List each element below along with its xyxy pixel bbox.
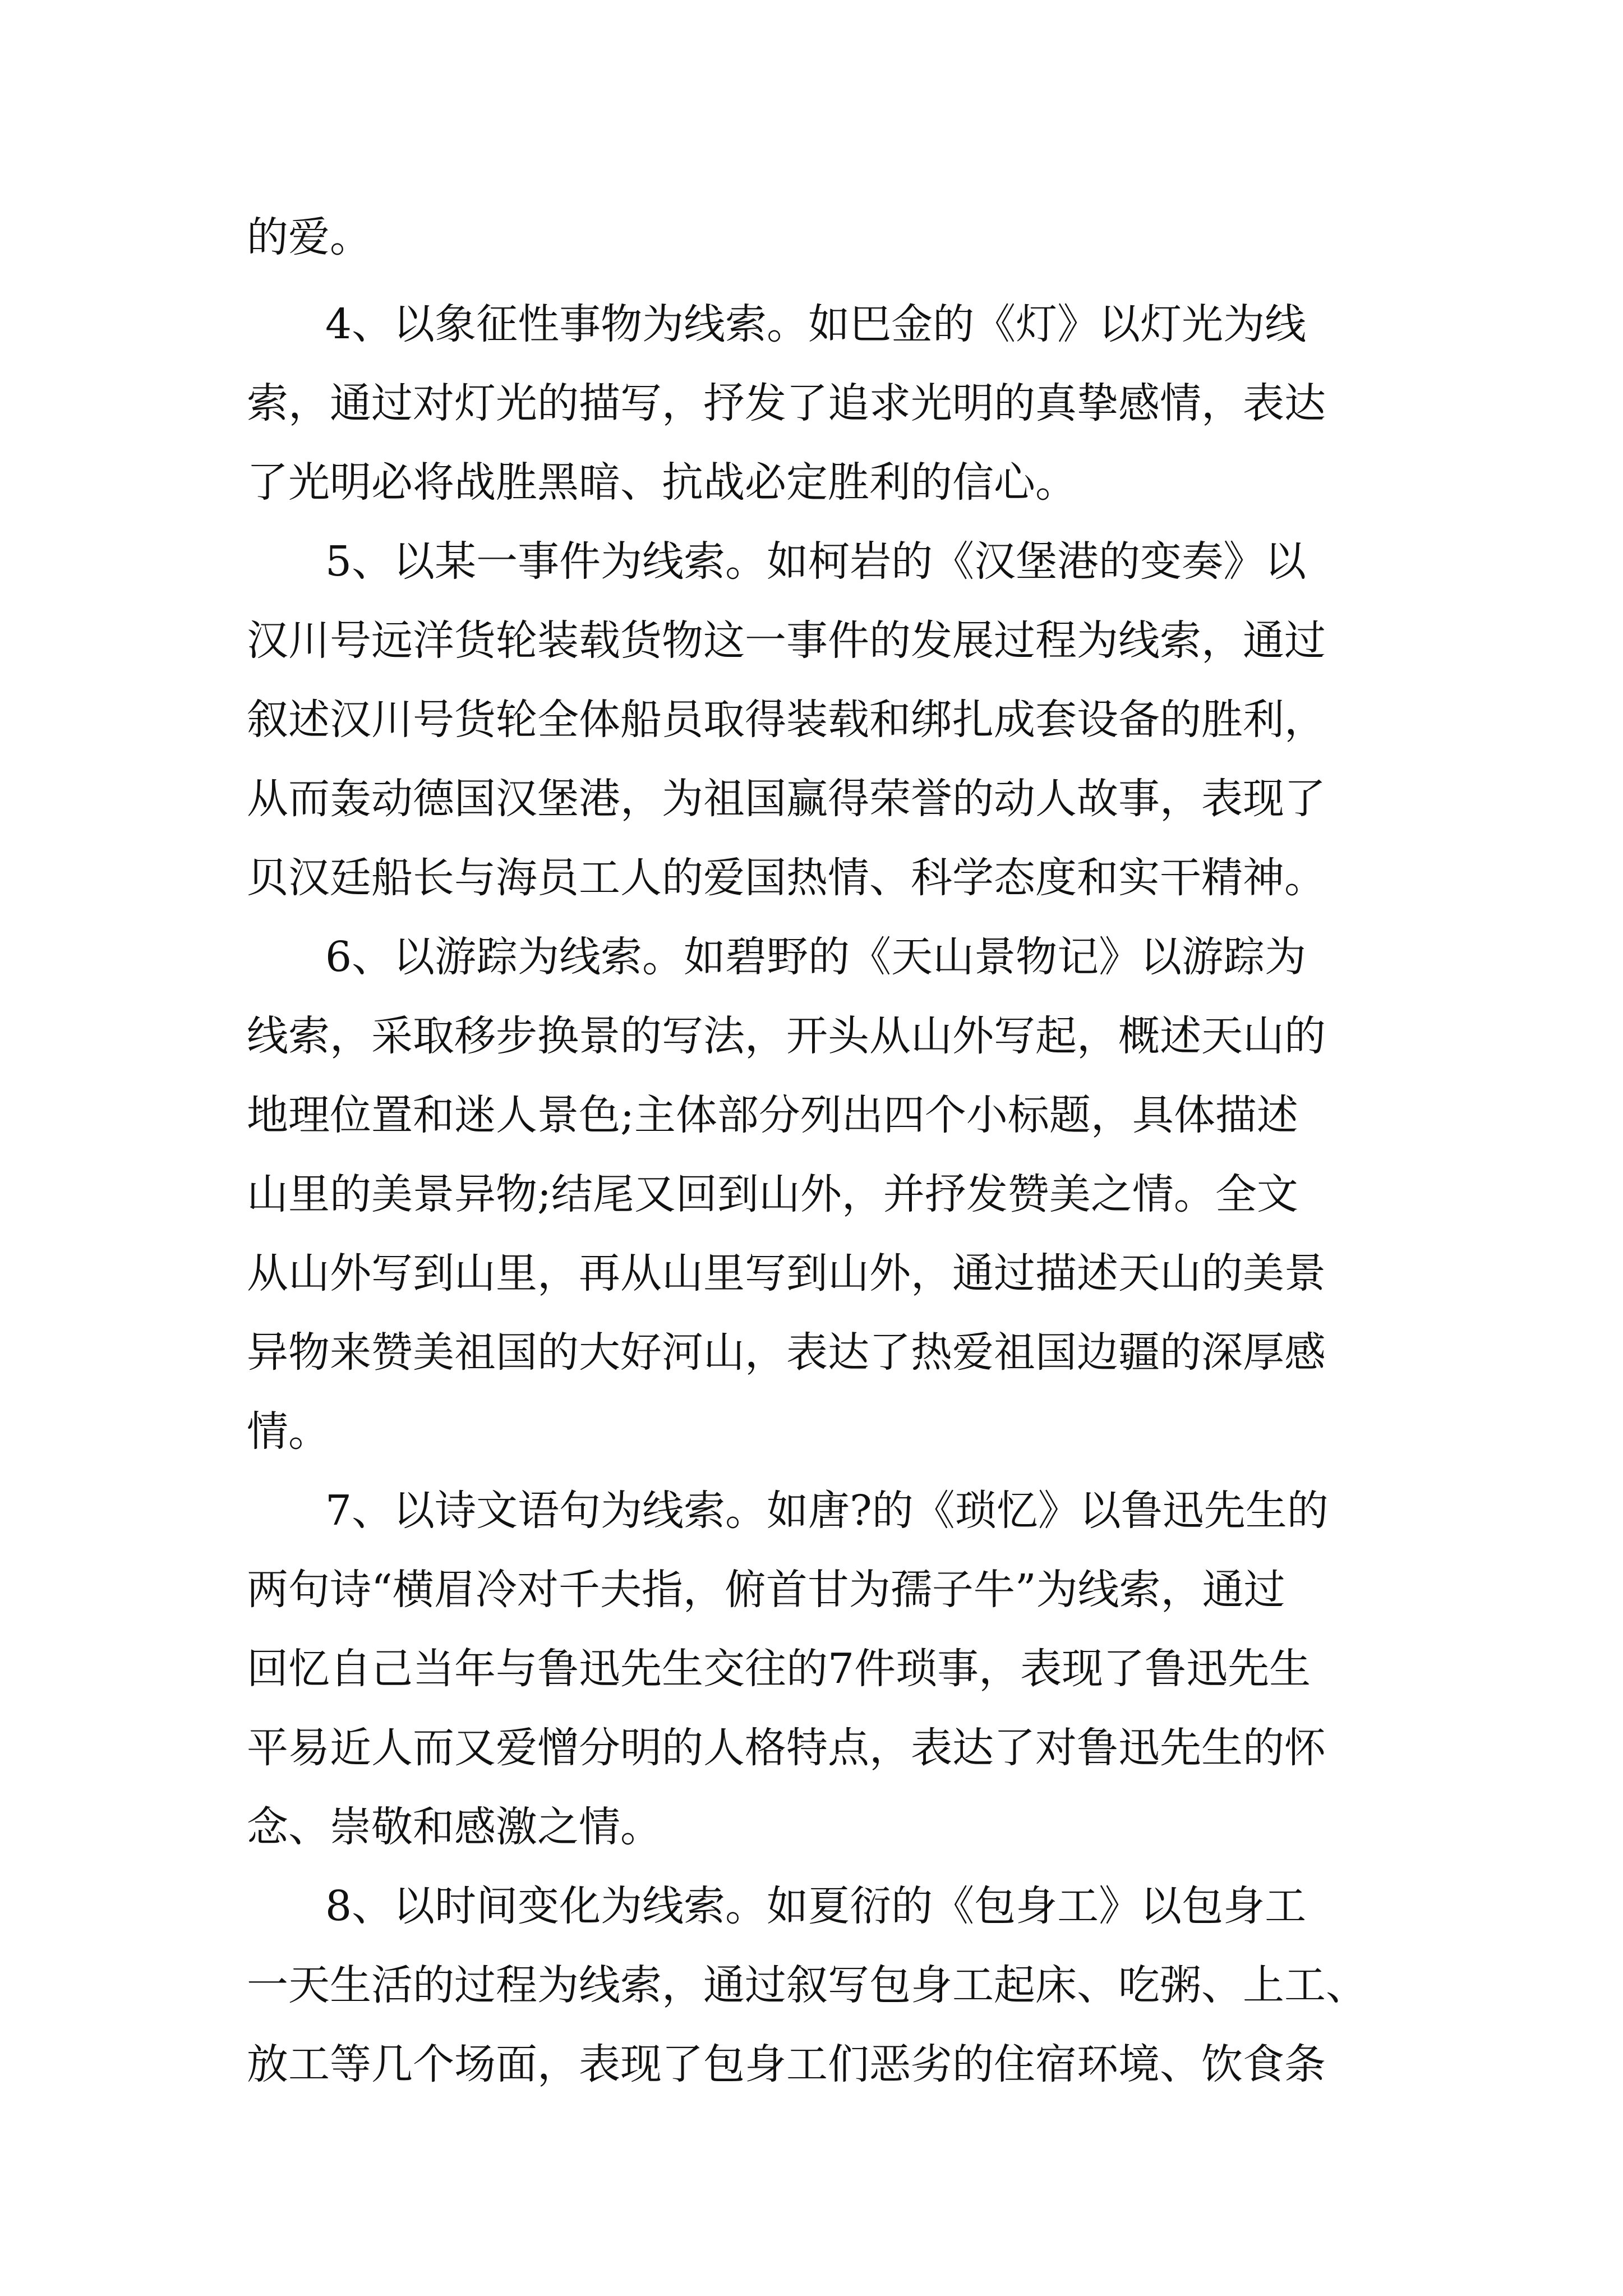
text-line: 两句诗“横眉冷对千夫指，俯首甘为孺子牛”为线索，通过 <box>247 1566 1285 1614</box>
text-line: 情。 <box>247 1407 330 1456</box>
text-line: 从山外写到山里，再从山里写到山外，通过描述天山的美景 <box>247 1249 1326 1297</box>
text-line: 线索，采取移步换景的写法，开头从山外写起，概述天山的 <box>247 1012 1326 1060</box>
text-line: 索，通过对灯光的描写，抒发了追求光明的真挚感情，表达 <box>247 379 1326 427</box>
text-line: 8、以时间变化为线索。如夏衍的《包身工》以包身工 <box>325 1882 1307 1930</box>
text-line: 汉川号远洋货轮装载货物这一事件的发展过程为线索，通过 <box>247 616 1326 665</box>
text-line: 地理位置和迷人景色;主体部分列出四个小标题，具体描述 <box>247 1091 1298 1139</box>
text-line: 7、以诗文语句为线索。如唐?的《琐忆》以鲁迅先生的 <box>325 1487 1329 1535</box>
text-line: 从而轰动德国汉堡港，为祖国赢得荣誉的动人故事，表现了 <box>247 775 1326 823</box>
text-line: 的爱。 <box>247 213 371 261</box>
text-line: 异物来赞美祖国的大好河山，表达了热爱祖国边疆的深厚感 <box>247 1328 1326 1377</box>
text-line: 6、以游踪为线索。如碧野的《天山景物记》以游踪为 <box>325 933 1307 981</box>
text-line: 平易近人而又爱憎分明的人格特点，表达了对鲁迅先生的怀 <box>247 1724 1326 1772</box>
text-line: 叙述汉川号货轮全体船员取得装载和绑扎成套设备的胜利， <box>247 696 1326 744</box>
text-line: 5、以某一事件为线索。如柯岩的《汉堡港的变奏》以 <box>325 537 1307 586</box>
text-line: 山里的美景异物;结尾又回到山外，并抒发赞美之情。全文 <box>247 1170 1298 1218</box>
text-line: 念、崇敬和感激之情。 <box>247 1803 662 1851</box>
text-line: 了光明必将战胜黑暗、抗战必定胜利的信心。 <box>247 458 1077 507</box>
text-line: 放工等几个场面，表现了包身工们恶劣的住宿环境、饮食条 <box>247 2040 1326 2088</box>
text-line: 回忆自己当年与鲁迅先生交往的7件琐事，表现了鲁迅先生 <box>247 1645 1311 1693</box>
text-line: 一天生活的过程为线索，通过叙写包身工起床、吃粥、上工、 <box>247 1961 1367 2009</box>
text-line: 贝汉廷船长与海员工人的爱国热情、科学态度和实干精神。 <box>247 854 1326 902</box>
text-line: 4、以象征性事物为线索。如巴金的《灯》以灯光为线 <box>325 300 1307 348</box>
